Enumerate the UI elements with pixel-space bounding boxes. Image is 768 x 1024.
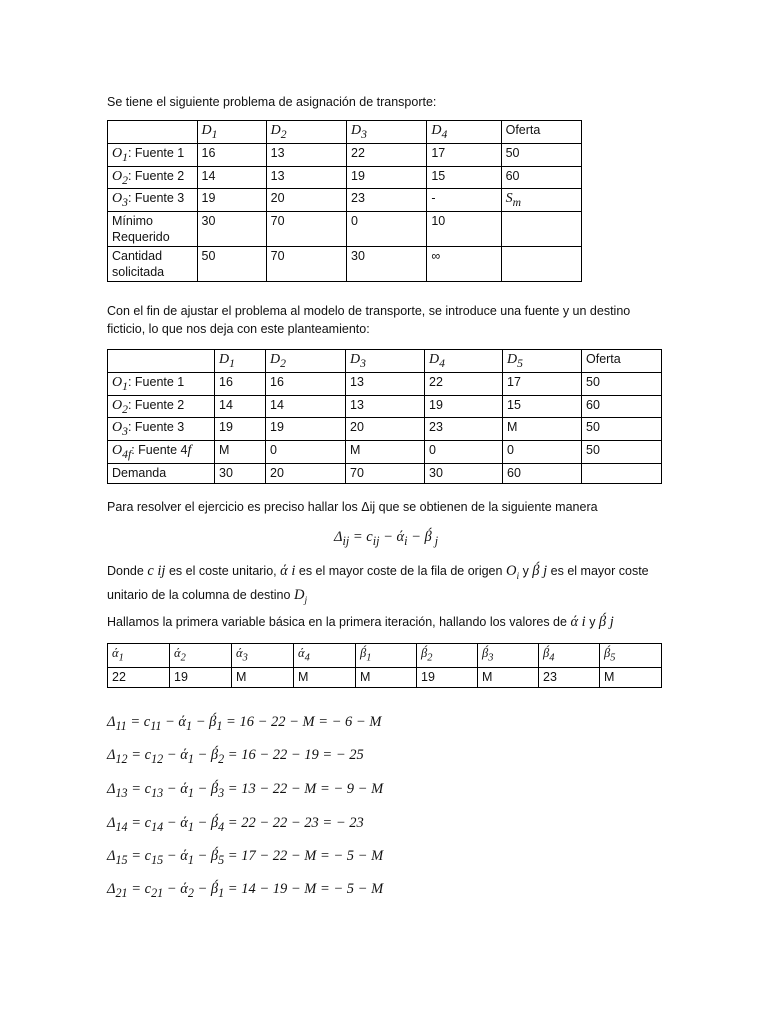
t2-header-d5: $D_5$	[503, 350, 582, 373]
t3-header: $\betá_5$	[600, 644, 662, 668]
t1-cell: 20	[266, 189, 346, 212]
t2-row-label: $O_2$: Fuente 2	[108, 395, 215, 418]
t1-cell: -	[427, 189, 501, 212]
delta-equation-15: $\Delta_{15} = c_{15} - ά_1$ − $\betá_5 = 17 - 22 - M$ = − 5 − M	[107, 848, 384, 867]
t1-cell: 13	[266, 143, 346, 166]
t2-cell: 14	[266, 395, 346, 418]
t1-cell	[501, 247, 581, 282]
t1-row-label: $O_2$: Fuente 2	[108, 166, 198, 189]
table-adjusted-problem	[107, 349, 662, 484]
t3-header: $ά_4$	[294, 644, 356, 668]
t2-cell: 60	[503, 463, 582, 483]
t2-cell: 30	[425, 463, 503, 483]
t2-cell: 50	[582, 418, 662, 441]
t1-cell: 70	[266, 212, 346, 247]
delta-equation-14: $\Delta_{14} = c_{14} - ά_1$ − $\betá_4 = 22 - 22 - 23$ = − 23	[107, 815, 364, 834]
t2-cell: 0	[425, 441, 503, 464]
t3-header: $ά_2$	[170, 644, 232, 668]
t1-header-d4: $D_4$	[427, 121, 501, 144]
t1-header-d1: $D_1$	[197, 121, 266, 144]
delta-equation-12: $\Delta_{12} = c_{12} - ά_1$ − $\betá_2 = 16 - 22 - 19$ = − 25	[107, 747, 364, 766]
t3-value: M	[478, 667, 539, 687]
t3-header: $\betá_2$	[417, 644, 478, 668]
t1-row-label: Cantidad solicitada	[108, 247, 198, 282]
t2-cell: M	[346, 441, 425, 464]
t2-cell: 60	[582, 395, 662, 418]
t1-cell: 14	[197, 166, 266, 189]
t2-cell: 14	[215, 395, 266, 418]
t1-cell: 50	[501, 143, 581, 166]
t1-cell: 10	[427, 212, 501, 247]
t1-cell: 50	[197, 247, 266, 282]
t1-cell: 60	[501, 166, 581, 189]
t2-cell: 16	[266, 372, 346, 395]
t2-cell	[582, 463, 662, 483]
t1-cell: 16	[197, 143, 266, 166]
t2-cell: 30	[215, 463, 266, 483]
t2-cell: 17	[503, 372, 582, 395]
t1-cell: 15	[427, 166, 501, 189]
intro-text: Se tiene el siguiente problema de asignación de transporte:	[107, 95, 437, 109]
t3-header: $\betá_3$	[478, 644, 539, 668]
t2-header-d3: $D_3$	[346, 350, 425, 373]
t2-header-oferta: Oferta	[582, 350, 662, 373]
t3-header: $\betá_1$	[356, 644, 417, 668]
t3-value: 22	[108, 667, 170, 687]
t2-cell: 19	[266, 418, 346, 441]
t2-row-label: $O_3$: Fuente 3	[108, 418, 215, 441]
delta-equation-21: $\Delta_{21} = c_{21} - ά_2$ − $\betá_1 = 14 - 19 - M$ = − 5 − M	[107, 881, 384, 900]
delta-equation-11: $\Delta_{11} = c_{11} - ά_1$ − $\betá_1 = 16 - 22 - M$ = − 6 − M	[107, 714, 382, 733]
t3-value: 23	[539, 667, 600, 687]
t1-row-label: Mínimo Requerido	[108, 212, 198, 247]
paragraph-adjust: Con el fin de ajustar el problema al modelo de transporte, se introduce una fuente y un destino ficticio, lo que nos deja con este planteamiento:	[107, 304, 631, 336]
delta-equation-13: $\Delta_{13} = c_{13} - ά_1$ − $\betá_3 = 13 - 22 - M$ = − 9 − M	[107, 781, 384, 800]
t2-cell: 13	[346, 395, 425, 418]
t1-cell: 0	[347, 212, 427, 247]
delta-formula: $\Delta_{ij} = c_{ij} - ά_i$ − β́ $_j$	[334, 529, 439, 548]
paragraph-definitions: Donde c ij es el coste unitario, ά i es el mayor coste de la fila de origen $O_i$ y β́ j es el mayor coste unitario de la columna de destino $D_j$	[107, 563, 649, 606]
t1-header-empty	[108, 121, 198, 144]
t3-header: $\betá_4$	[539, 644, 600, 668]
t2-cell: 19	[215, 418, 266, 441]
t3-value: 19	[170, 667, 232, 687]
table-alpha-beta	[107, 643, 662, 688]
t2-cell: 19	[425, 395, 503, 418]
t1-cell: 13	[266, 166, 346, 189]
t1-header-oferta: Oferta	[501, 121, 581, 144]
paragraph-delta-intro: Para resolver el ejercicio es preciso hallar los Δij que se obtienen de la siguiente manera	[107, 500, 598, 514]
t1-cell: 23	[347, 189, 427, 212]
t3-value: M	[232, 667, 294, 687]
t2-cell: 13	[346, 372, 425, 395]
t2-cell: 15	[503, 395, 582, 418]
t2-row-label: $O_1$: Fuente 1	[108, 372, 215, 395]
t2-cell: 23	[425, 418, 503, 441]
t2-header-d2: $D_2$	[266, 350, 346, 373]
t2-cell: 16	[215, 372, 266, 395]
t1-header-d3: $D_3$	[347, 121, 427, 144]
t1-cell	[501, 212, 581, 247]
t2-header-d1: $D_1$	[215, 350, 266, 373]
t2-header-d4: $D_4$	[425, 350, 503, 373]
t2-cell: 22	[425, 372, 503, 395]
t2-row-label: $O_{4f}$: Fuente 4f	[108, 441, 215, 464]
t1-header-d2: $D_2$	[266, 121, 346, 144]
t2-cell: 0	[503, 441, 582, 464]
t1-cell: 22	[347, 143, 427, 166]
t2-cell: 50	[582, 441, 662, 464]
t3-value: 19	[417, 667, 478, 687]
paragraph-first-basic: Hallamos la primera variable básica en la primera iteración, hallando los valores de ά i y β́ j	[107, 614, 614, 630]
t2-cell: 0	[266, 441, 346, 464]
t3-value: M	[294, 667, 356, 687]
t1-cell: 17	[427, 143, 501, 166]
t2-cell: M	[503, 418, 582, 441]
t3-value: M	[600, 667, 662, 687]
t1-row-label: $O_3$: Fuente 3	[108, 189, 198, 212]
t3-header: $ά_1$	[108, 644, 170, 668]
t2-cell: 20	[266, 463, 346, 483]
t1-cell: 30	[347, 247, 427, 282]
t1-cell-sm: $S_m$	[501, 189, 581, 212]
t2-cell: 50	[582, 372, 662, 395]
t1-cell: 30	[197, 212, 266, 247]
t3-value: M	[356, 667, 417, 687]
t2-row-label: Demanda	[108, 463, 215, 483]
t3-header: $ά_3$	[232, 644, 294, 668]
t2-cell: 70	[346, 463, 425, 483]
t2-header-empty	[108, 350, 215, 373]
t2-cell: M	[215, 441, 266, 464]
t1-cell: 19	[197, 189, 266, 212]
t1-cell: 70	[266, 247, 346, 282]
t1-cell: 19	[347, 166, 427, 189]
t2-cell: 20	[346, 418, 425, 441]
table-original-problem	[107, 120, 582, 282]
t1-cell: ∞	[427, 247, 501, 282]
t1-row-label: $O_1$: Fuente 1	[108, 143, 198, 166]
